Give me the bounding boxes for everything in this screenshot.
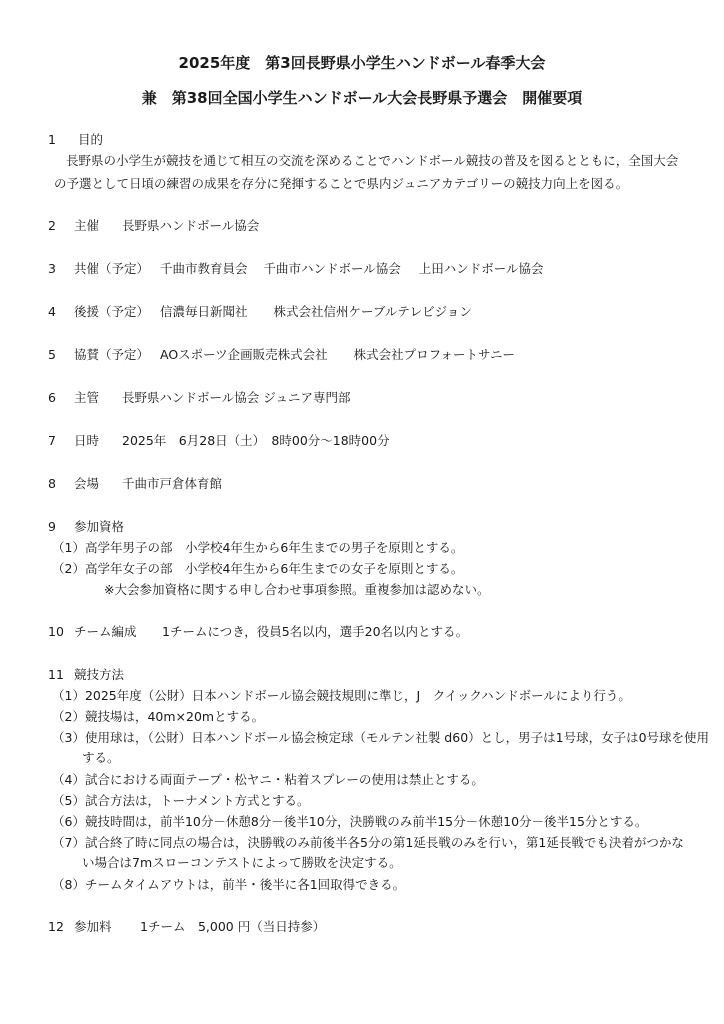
- section-value: 1チームにつき，役員5名以内，選手20名以内とする。: [162, 624, 469, 639]
- section-number: 9: [48, 519, 56, 534]
- section-3: [48, 260, 544, 277]
- section-value: 2025年 6月28日（土） 8時00分～18時00分: [122, 433, 390, 448]
- section-2: [48, 217, 259, 234]
- section-11-item: （6）競技時間は，前半10分－休憩8分－後半10分，決勝戦のみ前半15分－休憩10分－後半15分とする。: [52, 814, 648, 829]
- section-label: チーム編成: [74, 624, 137, 639]
- section-value: 1チーム 5,000 円（当日持参）: [140, 919, 326, 934]
- section-4: [48, 303, 472, 320]
- section-11-heading: [48, 666, 124, 683]
- section-value: 千曲市ハンドボール協会: [263, 261, 401, 276]
- section-8: [48, 475, 222, 492]
- section-value: AOスポーツ企画販売株式会社: [160, 347, 328, 362]
- section-label: 目的: [78, 132, 104, 147]
- document-title-line2: 兼 第38回全国小学生ハンドボール大会長野県予選会 開催要項: [141, 89, 583, 107]
- section-11-item: （5）試合方法は，トーナメント方式とする。: [52, 793, 310, 808]
- section-number: 11: [48, 667, 64, 682]
- section-label: 主管: [74, 390, 100, 405]
- section-number: 12: [48, 919, 64, 934]
- section-5: [48, 346, 515, 363]
- section-number: 5: [48, 347, 56, 362]
- section-11-item: （1）2025年度（公財）日本ハンドボール協会競技規則に準じ，J クイックハンドボールにより行う。: [52, 688, 631, 703]
- section-label: 競技方法: [74, 667, 125, 682]
- section-1-body-line1: 長野県の小学生が競技を通じて相互の交流を深めることでハンドボール競技の普及を図るとともに，全国大会: [66, 153, 679, 168]
- section-label: 参加料: [74, 919, 112, 934]
- section-9-heading: [48, 518, 124, 535]
- section-number: 4: [48, 304, 56, 319]
- section-label: 主催: [74, 218, 100, 233]
- section-number: 1: [48, 132, 56, 147]
- section-value: 株式会社信州ケーブルテレビジョン: [273, 304, 472, 319]
- section-label: 共催（予定）: [74, 261, 150, 276]
- section-number: 10: [48, 624, 64, 639]
- section-9-item: （2）高学年女子の部 小学校4年生から6年生までの女子を原則とする。: [52, 561, 464, 576]
- section-value: 信濃毎日新聞社: [160, 304, 248, 319]
- section-number: 8: [48, 476, 56, 491]
- section-11-item: （2）競技場は，40m×20mとする。: [52, 709, 265, 724]
- section-value: 上田ハンドボール協会: [418, 261, 544, 276]
- section-value: 長野県ハンドボール協会: [122, 218, 260, 233]
- section-label: 日時: [74, 433, 100, 448]
- section-11-item-continued: する。: [82, 750, 120, 765]
- section-number: 6: [48, 390, 56, 405]
- section-11-item: （3）使用球は，（公財）日本ハンドボール協会検定球（モルテン社製 d60）とし，男子は1号球，女子は0号球を使用: [52, 730, 710, 745]
- section-12: [48, 918, 325, 935]
- section-number: 7: [48, 433, 56, 448]
- section-9-note: ※大会参加資格に関する申し合わせ事項参照。重複参加は認めない。: [104, 582, 490, 597]
- section-number: 3: [48, 261, 56, 276]
- section-11-item: （8）チームタイムアウトは，前半・後半に各1回取得できる。: [52, 877, 406, 892]
- section-label: 会場: [74, 476, 100, 491]
- section-value: 千曲市戸倉体育館: [122, 476, 223, 491]
- section-label: 参加資格: [74, 519, 125, 534]
- section-6: [48, 389, 350, 406]
- section-1-heading: [48, 131, 103, 148]
- section-9-item: （1）高学年男子の部 小学校4年生から6年生までの男子を原則とする。: [52, 540, 464, 555]
- section-value: 長野県ハンドボール協会 ジュニア専門部: [122, 390, 351, 405]
- section-11-item: （7）試合終了時に同点の場合は，決勝戦のみ前後半各5分の第1延長戦のみを行い，第1延長戦でも決着がつかな: [52, 835, 684, 850]
- section-1-body-line2: の予選として日頃の練習の成果を存分に発揮することで県内ジュニアカテゴリーの競技力向上を図る。: [54, 176, 629, 191]
- document-title-line1: 2025年度 第3回長野県小学生ハンドボール春季大会: [178, 54, 546, 72]
- section-10: [48, 623, 468, 640]
- section-label: 協賛（予定）: [74, 347, 150, 362]
- section-7: [48, 432, 390, 449]
- section-label: 後援（予定）: [74, 304, 150, 319]
- section-11-item-continued: い場合は7mスローコンテストによって勝敗を決定する。: [82, 855, 402, 870]
- section-value: 株式会社プロフォートサニー: [353, 347, 516, 362]
- section-11-item: （4）試合における両面テープ・松ヤニ・粘着スプレーの使用は禁止とする。: [52, 772, 484, 787]
- section-value: 千曲市教育員会: [160, 261, 248, 276]
- section-number: 2: [48, 218, 56, 233]
